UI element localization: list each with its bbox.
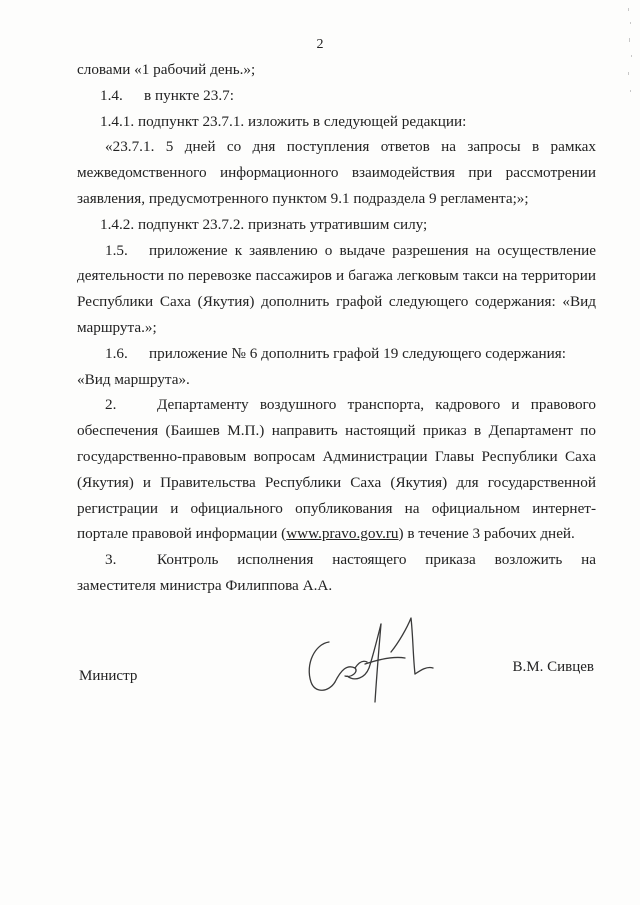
item-text: Контроль исполнения настоящего приказа возложить на заместителя министра Филиппова А.А. (77, 551, 596, 594)
page-number: 2 (316, 37, 324, 52)
item-number: 2. (105, 396, 117, 414)
item-1-6 (77, 341, 596, 367)
item-text: приложение к заявлению о выдаче разрешения на осуществление деятельности по перевозке пассажиров и багажа легковым такси на территории Республики Саха (Якутия) дополнить графой следующего содержания: «Вид маршрута.»; (77, 241, 596, 336)
item-text: в пункте 23.7: (144, 86, 234, 104)
item-text-b: ) в течение 3 рабочих дней. (398, 525, 575, 543)
quoted-clause-23-7-1: «23.7.1. 5 дней со дня поступления ответов на запросы в рамках межведомственного информационного взаимодействия при рассмотрении заявления, предусмотренного пунктом 9.1 подраздела 9 регламента;»; (77, 138, 596, 207)
item-number: 1.4. (100, 86, 123, 104)
item-text: приложение № 6 дополнить графой 19 следующего содержания: (149, 344, 566, 362)
signatory-name: В.М. Сивцев (512, 659, 594, 675)
pravo-link[interactable]: www.pravo.gov.ru (286, 525, 399, 543)
item-1-5 (77, 238, 596, 341)
item-1-4-1: 1.4.1. подпункт 23.7.1. изложить в следующей редакции: (100, 112, 467, 130)
item-2 (77, 392, 596, 547)
signatory-title: Министр (79, 668, 138, 684)
scan-edge-artifact (626, 0, 634, 110)
item-text-a: Департаменту воздушного транспорта, кадрового и правового обеспечения (Баишев М.П.) направить настоящий приказ в Департамент по государственно-правовым вопросам Администрации Главы Республики Саха (Якутия) и Правительства Республики Саха (Якутия) для государственной регистрации и официального опубликования на официальном интернет-портале правовой информации ( (77, 396, 596, 543)
item-1-6-continuation: «Вид маршрута». (77, 370, 190, 388)
paragraph-continuation: словами «1 рабочий день.»; (77, 61, 256, 78)
document-body (77, 57, 596, 599)
item-3 (77, 547, 596, 599)
item-number: 1.6. (105, 344, 128, 362)
item-number: 3. (105, 551, 117, 569)
handwritten-signature (295, 612, 445, 712)
item-1-4 (77, 83, 596, 109)
item-1-4-2: 1.4.2. подпункт 23.7.2. признать утратившим силу; (100, 215, 428, 233)
item-number: 1.5. (105, 241, 128, 259)
